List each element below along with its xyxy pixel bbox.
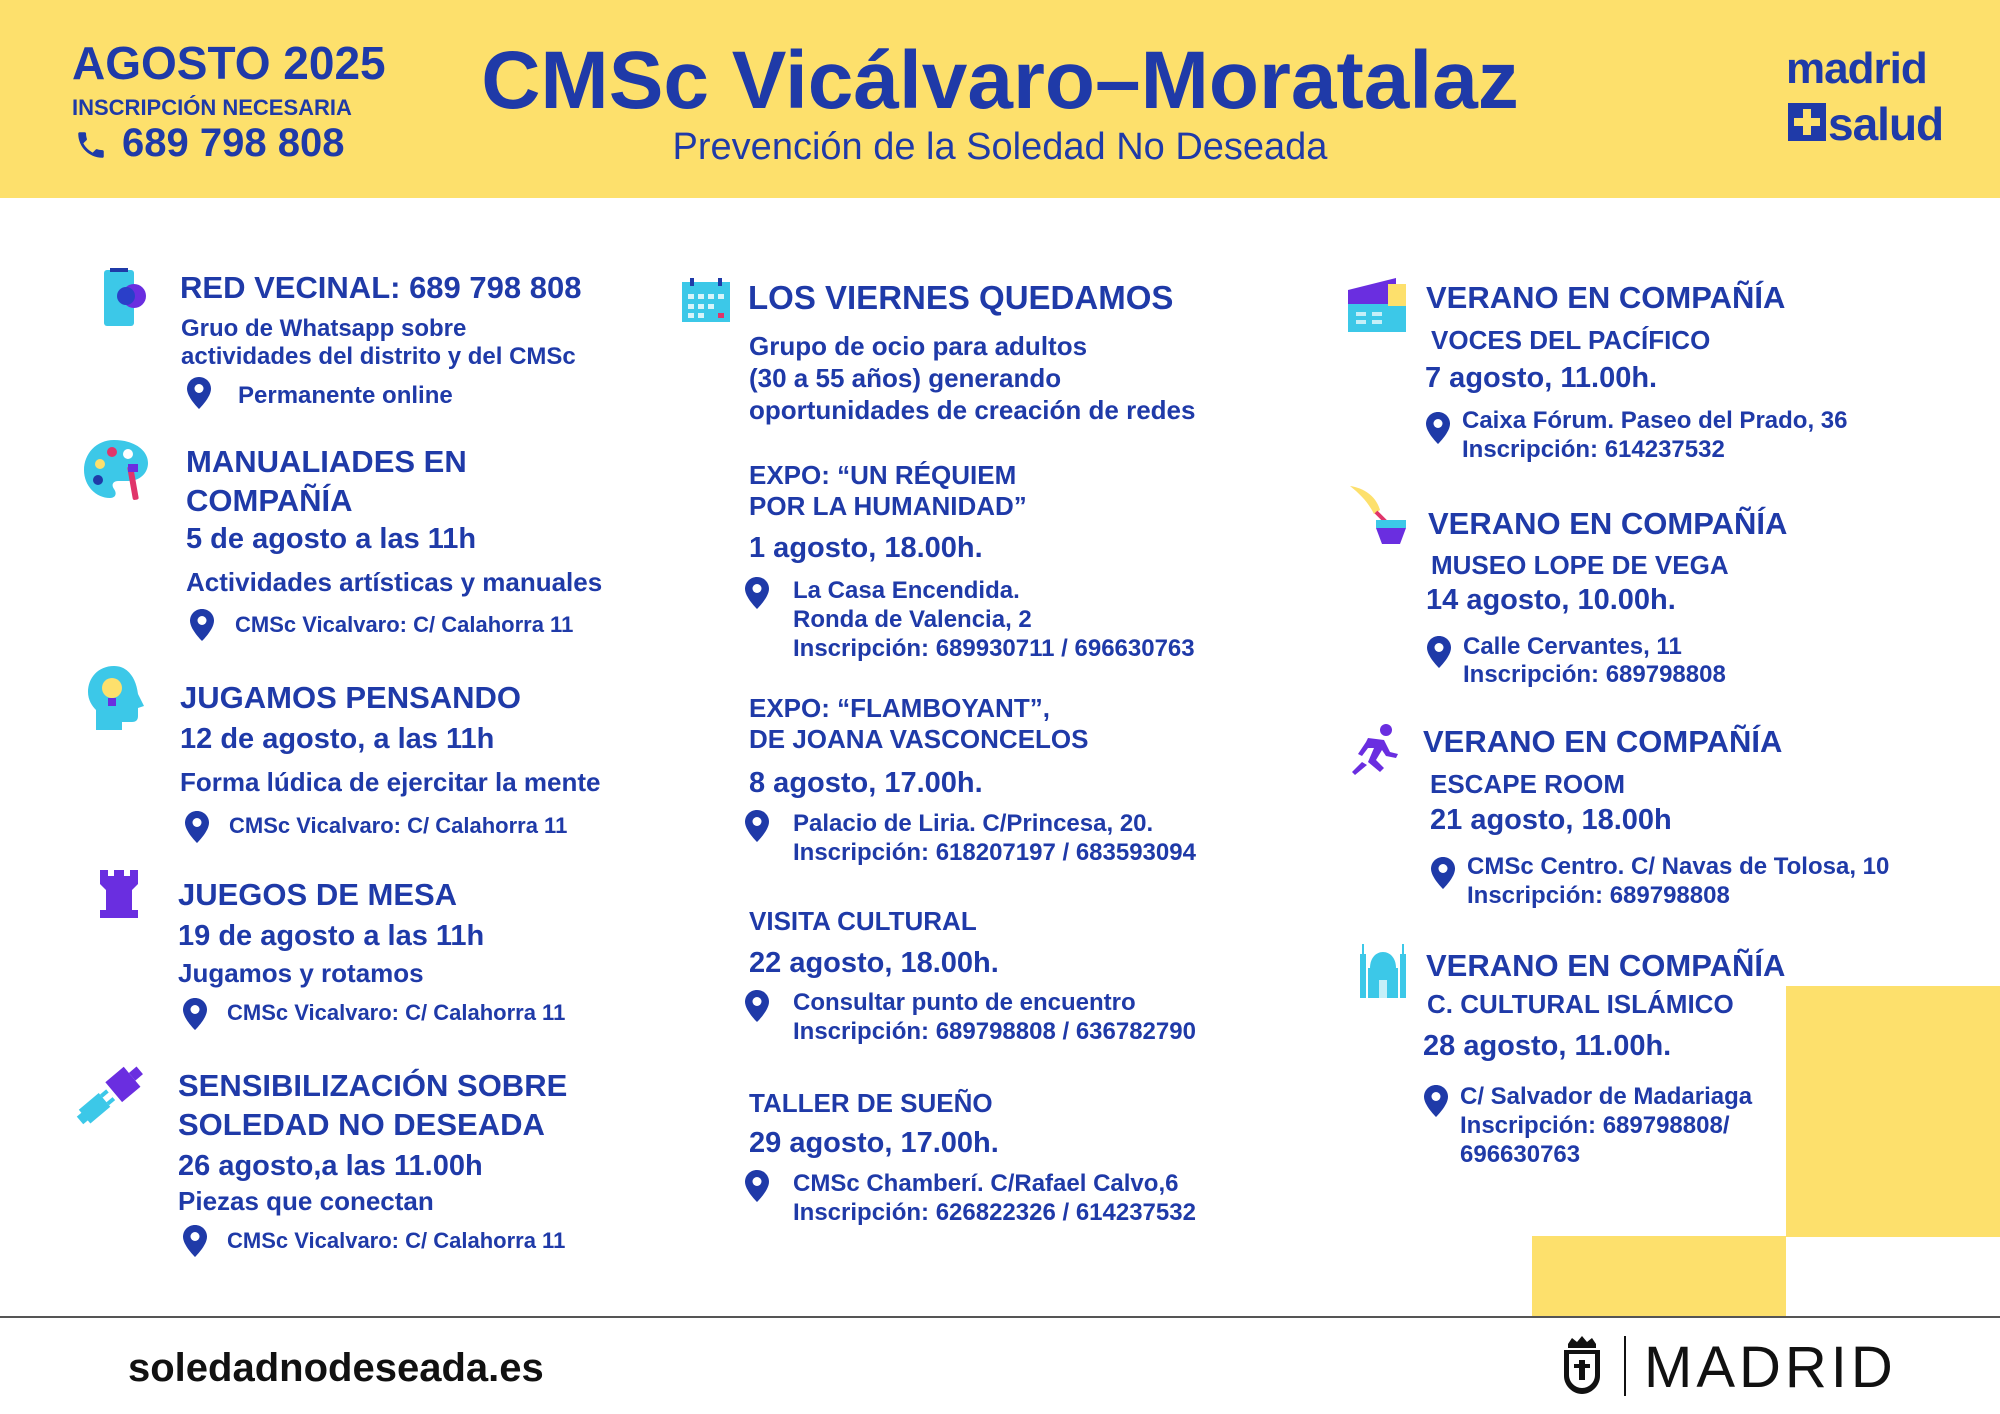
verano-location-line: Calle Cervantes, 11	[1463, 633, 1682, 660]
website-link[interactable]: soledadnodeseada.es	[128, 1346, 544, 1390]
decorative-block	[1786, 986, 2000, 1237]
verano-registration-line: Inscripción: 689798808	[1463, 661, 1726, 688]
verano-location-line: CMSc Centro. C/ Navas de Tolosa, 10	[1467, 853, 1890, 880]
location-pin-icon	[1423, 1085, 1449, 1117]
verano-title: VERANO EN COMPAÑÍA	[1426, 280, 1786, 315]
location-pin-icon	[744, 990, 770, 1022]
red-vecinal-location: Permanente online	[238, 382, 453, 409]
event-location-line: Palacio de Liria. C/Princesa, 20.	[793, 810, 1154, 837]
decorative-block	[1532, 1236, 1786, 1316]
manualidades-date: 5 de agosto a las 11h	[186, 523, 477, 555]
event-location-line: La Casa Encendida.	[793, 577, 1020, 604]
event-registration-line: Inscripción: 689930711 / 696630763	[793, 635, 1195, 662]
quill-inkwell-icon	[1346, 482, 1406, 548]
viernes-intro-1: Grupo de ocio para adultos	[749, 331, 1088, 361]
event-name-line: EXPO: “FLAMBOYANT”,	[749, 693, 1050, 723]
jugamos-pensando-title: JUGAMOS PENSANDO	[180, 680, 522, 715]
mosque-building-icon	[1356, 944, 1410, 998]
event-date: 8 agosto, 17.00h.	[749, 767, 983, 799]
health-cross-icon	[1788, 103, 1826, 141]
juegos-mesa-title: JUEGOS DE MESA	[178, 877, 458, 912]
juegos-mesa-location: CMSc Vicalvaro: C/ Calahorra 11	[227, 1000, 566, 1025]
verano-registration-line: Inscripción: 689798808	[1467, 882, 1730, 909]
event-name-line: POR LA HUMANIDAD”	[749, 491, 1027, 521]
location-pin-icon	[182, 998, 208, 1030]
event-name-line: VISITA CULTURAL	[749, 906, 977, 936]
location-pin-icon	[744, 577, 770, 609]
event-date: 1 agosto, 18.00h.	[749, 532, 983, 564]
footer-divider	[0, 1316, 2000, 1318]
location-pin-icon	[1425, 412, 1451, 444]
red-vecinal-desc-2: actividades del distrito y del CMSc	[181, 343, 576, 370]
verano-date: 14 agosto, 10.00h.	[1426, 584, 1676, 616]
manualidades-title-2: COMPAÑÍA	[186, 483, 353, 518]
verano-date: 28 agosto, 11.00h.	[1423, 1030, 1672, 1062]
verano-subtitle: VOCES DEL PACÍFICO	[1431, 325, 1711, 355]
verano-subtitle: MUSEO LOPE DE VEGA	[1431, 550, 1729, 580]
event-location-line: CMSc Chamberí. C/Rafael Calvo,6	[793, 1170, 1179, 1197]
verano-registration-line: 696630763	[1460, 1141, 1581, 1168]
jugamos-pensando-date: 12 de agosto, a las 11h	[180, 723, 495, 755]
sensibilizacion-title-1: SENSIBILIZACIÓN SOBRE	[178, 1068, 568, 1103]
location-pin-icon	[1430, 857, 1456, 889]
header-phone: 689 798 808	[122, 121, 345, 165]
verano-title: VERANO EN COMPAÑÍA	[1428, 506, 1788, 541]
location-pin-icon	[1426, 636, 1452, 668]
viernes-quedamos-title: LOS VIERNES QUEDAMOS	[748, 279, 1174, 316]
verano-title: VERANO EN COMPAÑÍA	[1423, 724, 1783, 759]
logo-separator	[1624, 1336, 1626, 1396]
sensibilizacion-location: CMSc Vicalvaro: C/ Calahorra 11	[227, 1228, 566, 1253]
verano-registration-line: Inscripción: 614237532	[1462, 436, 1725, 463]
sensibilizacion-title-2: SOLEDAD NO DESEADA	[178, 1107, 545, 1142]
manualidades-location: CMSc Vicalvaro: C/ Calahorra 11	[235, 612, 574, 637]
event-name-line: TALLER DE SUEÑO	[749, 1088, 993, 1118]
chess-rook-icon	[94, 866, 144, 926]
madrid-logo-text: MADRID	[1644, 1335, 1897, 1400]
registration-note: INSCRIPCIÓN NECESARIA	[72, 95, 352, 120]
head-lightbulb-icon	[82, 664, 146, 732]
location-pin-icon	[186, 377, 212, 409]
event-location-line: Ronda de Valencia, 2	[793, 606, 1032, 633]
event-registration-line: Inscripción: 618207197 / 683593094	[793, 839, 1196, 866]
art-gallery-icon	[1348, 278, 1406, 334]
juegos-mesa-date: 19 de agosto a las 11h	[178, 920, 485, 952]
phone-chat-icon	[94, 266, 158, 330]
viernes-intro-3: oportunidades de creación de redes	[749, 395, 1196, 425]
manualidades-desc: Actividades artísticas y manuales	[186, 567, 603, 597]
event-date: 29 agosto, 17.00h.	[749, 1127, 999, 1159]
brand-salud: salud	[1828, 98, 1944, 150]
event-name-line: EXPO: “UN RÉQUIEM	[749, 460, 1017, 490]
event-location-line: Consultar punto de encuentro	[793, 989, 1136, 1016]
red-vecinal-title: RED VECINAL: 689 798 808	[180, 270, 582, 305]
location-pin-icon	[184, 811, 210, 843]
location-pin-icon	[189, 609, 215, 641]
verano-date: 21 agosto, 18.00h	[1430, 804, 1672, 836]
palette-icon	[82, 436, 152, 506]
verano-date: 7 agosto, 11.00h.	[1425, 362, 1658, 394]
month-label: AGOSTO 2025	[72, 37, 386, 89]
madrid-crest-icon	[1560, 1334, 1604, 1396]
manualidades-title-1: MANUALIADES EN	[186, 444, 467, 479]
verano-subtitle: C. CULTURAL ISLÁMICO	[1427, 989, 1734, 1019]
location-pin-icon	[744, 810, 770, 842]
sensibilizacion-desc: Piezas que conectan	[178, 1186, 434, 1216]
brand-madrid: madrid	[1786, 44, 1927, 93]
viernes-intro-2: (30 a 55 años) generando	[749, 363, 1062, 393]
calendar-icon	[682, 278, 730, 322]
verano-location-line: C/ Salvador de Madariaga	[1460, 1083, 1753, 1110]
verano-registration-line: Inscripción: 689798808/	[1460, 1112, 1730, 1139]
page-title: CMSc Vicálvaro–Moratalaz	[481, 35, 1519, 126]
verano-location-line: Caixa Fórum. Paseo del Prado, 36	[1462, 407, 1848, 434]
plug-connector-icon	[70, 1054, 150, 1134]
location-pin-icon	[744, 1170, 770, 1202]
event-registration-line: Inscripción: 689798808 / 636782790	[793, 1018, 1196, 1045]
location-pin-icon	[182, 1225, 208, 1257]
event-name-line: DE JOANA VASCONCELOS	[749, 724, 1089, 754]
event-date: 22 agosto, 18.00h.	[749, 947, 999, 979]
red-vecinal-desc-1: Gruo de Whatsapp sobre	[181, 315, 467, 342]
running-person-icon	[1348, 724, 1404, 778]
verano-subtitle: ESCAPE ROOM	[1430, 769, 1626, 799]
juegos-mesa-desc: Jugamos y rotamos	[178, 958, 424, 988]
jugamos-pensando-desc: Forma lúdica de ejercitar la mente	[180, 767, 601, 797]
jugamos-pensando-location: CMSc Vicalvaro: C/ Calahorra 11	[229, 813, 568, 838]
verano-title: VERANO EN COMPAÑÍA	[1426, 948, 1786, 983]
event-registration-line: Inscripción: 626822326 / 614237532	[793, 1199, 1196, 1226]
page-subtitle: Prevención de la Soledad No Deseada	[672, 126, 1328, 168]
sensibilizacion-date: 26 agosto,a las 11.00h	[178, 1150, 483, 1182]
